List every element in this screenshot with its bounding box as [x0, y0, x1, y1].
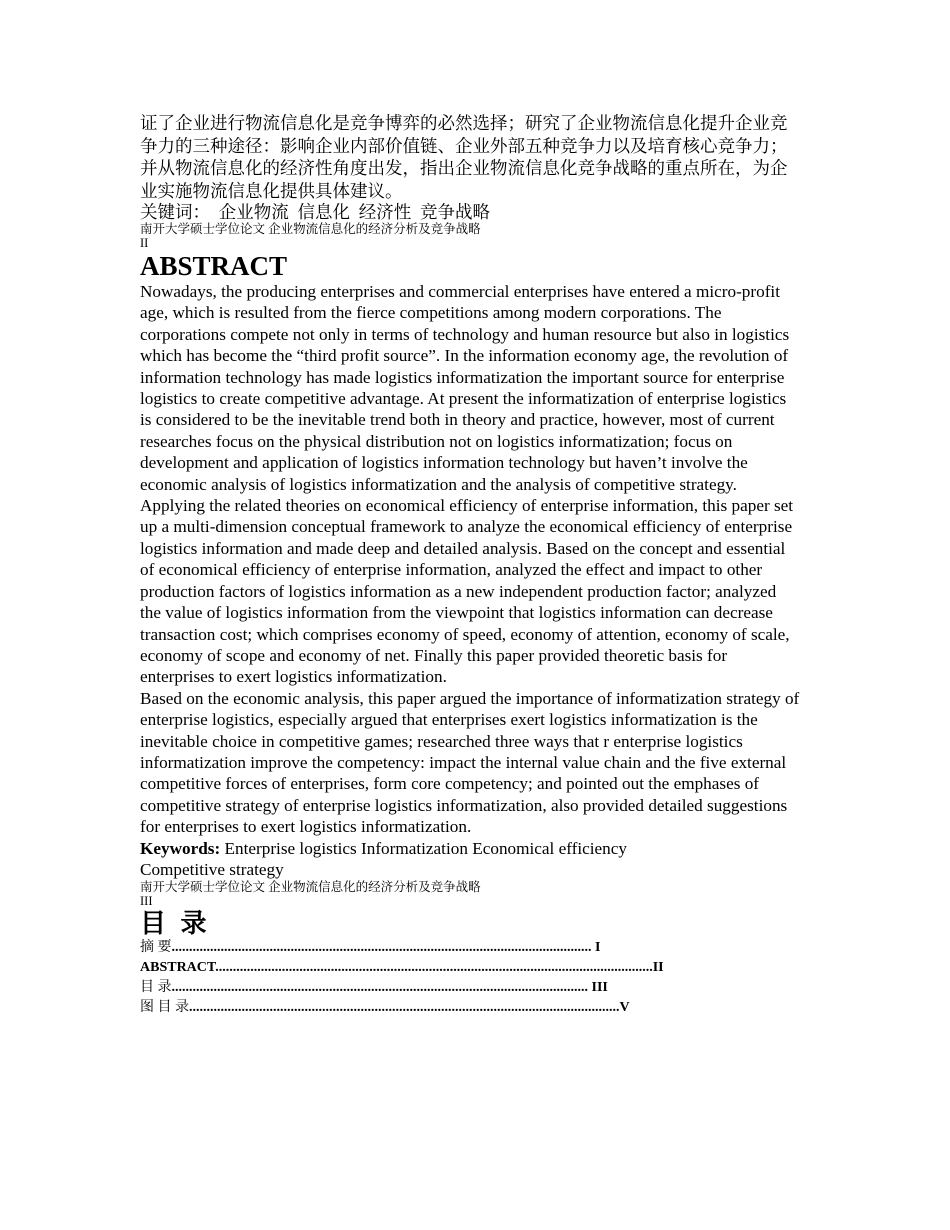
toc-entry-label: ABSTRACT	[140, 960, 216, 976]
toc-entry-page: II	[652, 960, 664, 976]
toc-entry-label: 摘 要	[140, 940, 172, 956]
toc-entry-label: 目 录	[140, 980, 172, 996]
toc-leader-dots: ...........................................................................................................................	[189, 1000, 620, 1016]
table-of-contents	[140, 938, 800, 1018]
toc-leader-dots: ........................................................................................................................	[171, 940, 592, 956]
keywords-label: Keywords:	[140, 838, 221, 858]
abstract-paragraph: Based on the economic analysis, this paper argued the importance of informatization strategy of enterprise logistics, especially argued that enterprises exert logistics informatization is the inevitable choice in competitive games; researched three ways that r enterprise logistics informatization improve the competency: impact the internal value chain and the five external competitive forces of enterprises, form core competency; and pointed out the emphases of competitive strategy of enterprise logistics informatization, also provided detailed suggestions for enterprises to exert logistics informatization.	[140, 688, 800, 837]
english-keywords	[140, 838, 800, 859]
page-content	[140, 112, 800, 1018]
toc-entry[interactable]	[140, 938, 717, 958]
toc-title: 目 录	[140, 909, 211, 939]
running-head: 南开大学硕士学位论文 企业物流信息化的经济分析及竞争战略	[140, 222, 481, 236]
running-head: 南开大学硕士学位论文 企业物流信息化的经济分析及竞争战略	[140, 880, 481, 895]
abstract-paragraph: Applying the related theories on economical efficiency of enterprise information, this paper set up a multi-dimension conceptual framework to analyze the economical efficiency of enterprise logistics information and made deep and detailed analysis. Based on the concept and essential of economical efficiency of enterprise information, analyzed the effect and impact to other production factors of logistics information as a new independent production factor; analyzed the value of logistics information from the viewpoint that logistics information can decrease transaction cost; which comprises economy of speed, economy of attention, economy of scale, economy of scope and economy of net. Finally this paper provided theoretic basis for enterprises to exert logistics informatization.	[140, 496, 794, 687]
chinese-abstract-paragraph: 证了企业进行物流信息化是竞争博弈的必然选择；研究了企业物流信息化提升企业竞争力的三种途径：影响企业内部价值链、企业外部五种竞争力以及培育核心竞争力；并从物流信息化的经济性角度出发，指出企业物流信息化竞争战略的重点所在，为企业实施物流信息化提供具体建议。	[140, 113, 788, 201]
page-number: III	[140, 894, 153, 909]
toc-entry-page: III	[591, 980, 608, 996]
chinese-keywords: 关键词： 企业物流 信息化 经济性 竞争战略	[140, 202, 490, 222]
abstract-title: ABSTRACT	[140, 251, 288, 281]
toc-leader-dots: .......................................................................................................................	[171, 980, 588, 996]
abstract-paragraph: Nowadays, the producing enterprises and commercial enterprises have entered a micro-profit age, which is resulted from the fierce competitions among modern corporations. The corporations compete not only in terms of technology and human resource but also in logistics which has become the “third profit source”. In the information economy age, the revolution of information technology has made logistics informatization the important source for enterprise logistics to create competitive advantage. At present the informatization of enterprise logistics is considered to be the inevitable trend both in theory and practice, however, most of current researches focus on the physical distribution not on logistics informatization; focus on development and application of logistics information technology but haven’t involve the economic analysis of logistics informatization and the analysis of competitive strategy.	[140, 282, 790, 494]
toc-entry-page: V	[619, 1000, 630, 1016]
toc-entry[interactable]	[140, 998, 740, 1018]
toc-entry-page: I	[595, 940, 601, 956]
toc-leader-dots: .............................................................................................................................	[215, 960, 653, 976]
keywords-text: Enterprise logistics Informatization Economical efficiency	[224, 838, 627, 858]
page-number: II	[140, 236, 149, 250]
toc-entry[interactable]	[140, 958, 767, 978]
toc-entry[interactable]	[140, 978, 722, 998]
keywords-continuation: Competitive strategy	[140, 859, 284, 879]
toc-entry-label: 图 目 录	[140, 1000, 189, 1016]
